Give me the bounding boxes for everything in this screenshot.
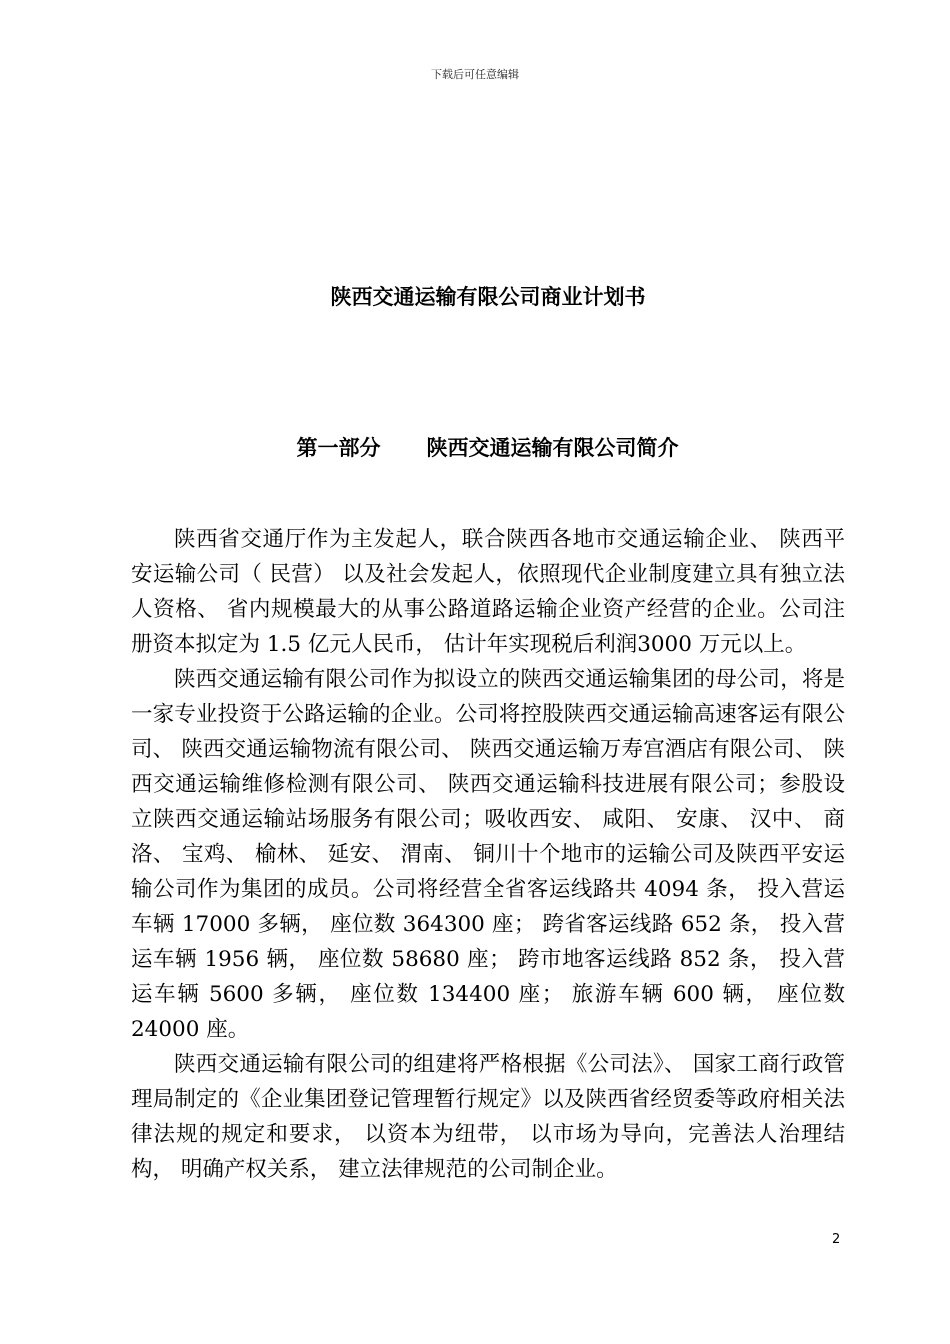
section-heading [0, 432, 950, 462]
header-note: 下载后可任意编辑 [431, 68, 519, 81]
section-number: 第一部分 [296, 436, 381, 460]
paragraph-1: 陕西省交通厅作为主发起人，联合陕西各地市交通运输企业、 陕西平安运输公司（ 民营） 以及社会发起人，依照现代企业制度建立具有独立法人资格、 省内规模最大的从事公路道路运输企业资产经营的企业。公司注册资本拟定为 1.5 亿元人民币， 估计年实现税后利润3000 万元以上。 [131, 527, 845, 657]
section-title: 陕西交通运输有限公司简介 [426, 436, 679, 460]
document-title: 陕西交通运输有限公司商业计划书 [330, 285, 646, 309]
paragraph-3: 陕西交通运输有限公司的组建将严格根据《公司法》、 国家工商行政管理局制定的《企业集团登记管理暂行规定》以及陕西省经贸委等政府相关法律法规的规定和要求， 以资本为纽带， 以市场为导向，完善法人治理结构， 明确产权关系， 建立法律规范的公司制企业。 [131, 1052, 845, 1182]
body-text [131, 522, 845, 1187]
page-number: 2 [832, 1232, 841, 1247]
paragraph-2: 陕西交通运输有限公司作为拟设立的陕西交通运输集团的母公司，将是一家专业投资于公路运输的企业。公司将控股陕西交通运输高速客运有限公司、 陕西交通运输物流有限公司、 陕西交通运输万寿宫酒店有限公司、 陕西交通运输维修检测有限公司、 陕西交通运输科技进展有限公司；参股设立陕西交通运输站场服务有限公司；吸收西安、 咸阳、 安康、 汉中、 商洛、 宝鸡、 榆林、 延安、 渭南、 铜川十个地市的运输公司及陕西平安运输公司作为集团的成员。公司将经营全省客运线路共 4094 条， 投入营运车辆 17000 多辆， 座位数 364300 座； 跨省客运线路 652 条， 投入营运车辆 1956 辆， 座位数 58680 座； 跨市地客运线路 852 条， 投入营运车辆 5600 多辆， 座位数 134400 座； 旅游车辆 600 辆， 座位数 24000 座。 [131, 667, 845, 1042]
